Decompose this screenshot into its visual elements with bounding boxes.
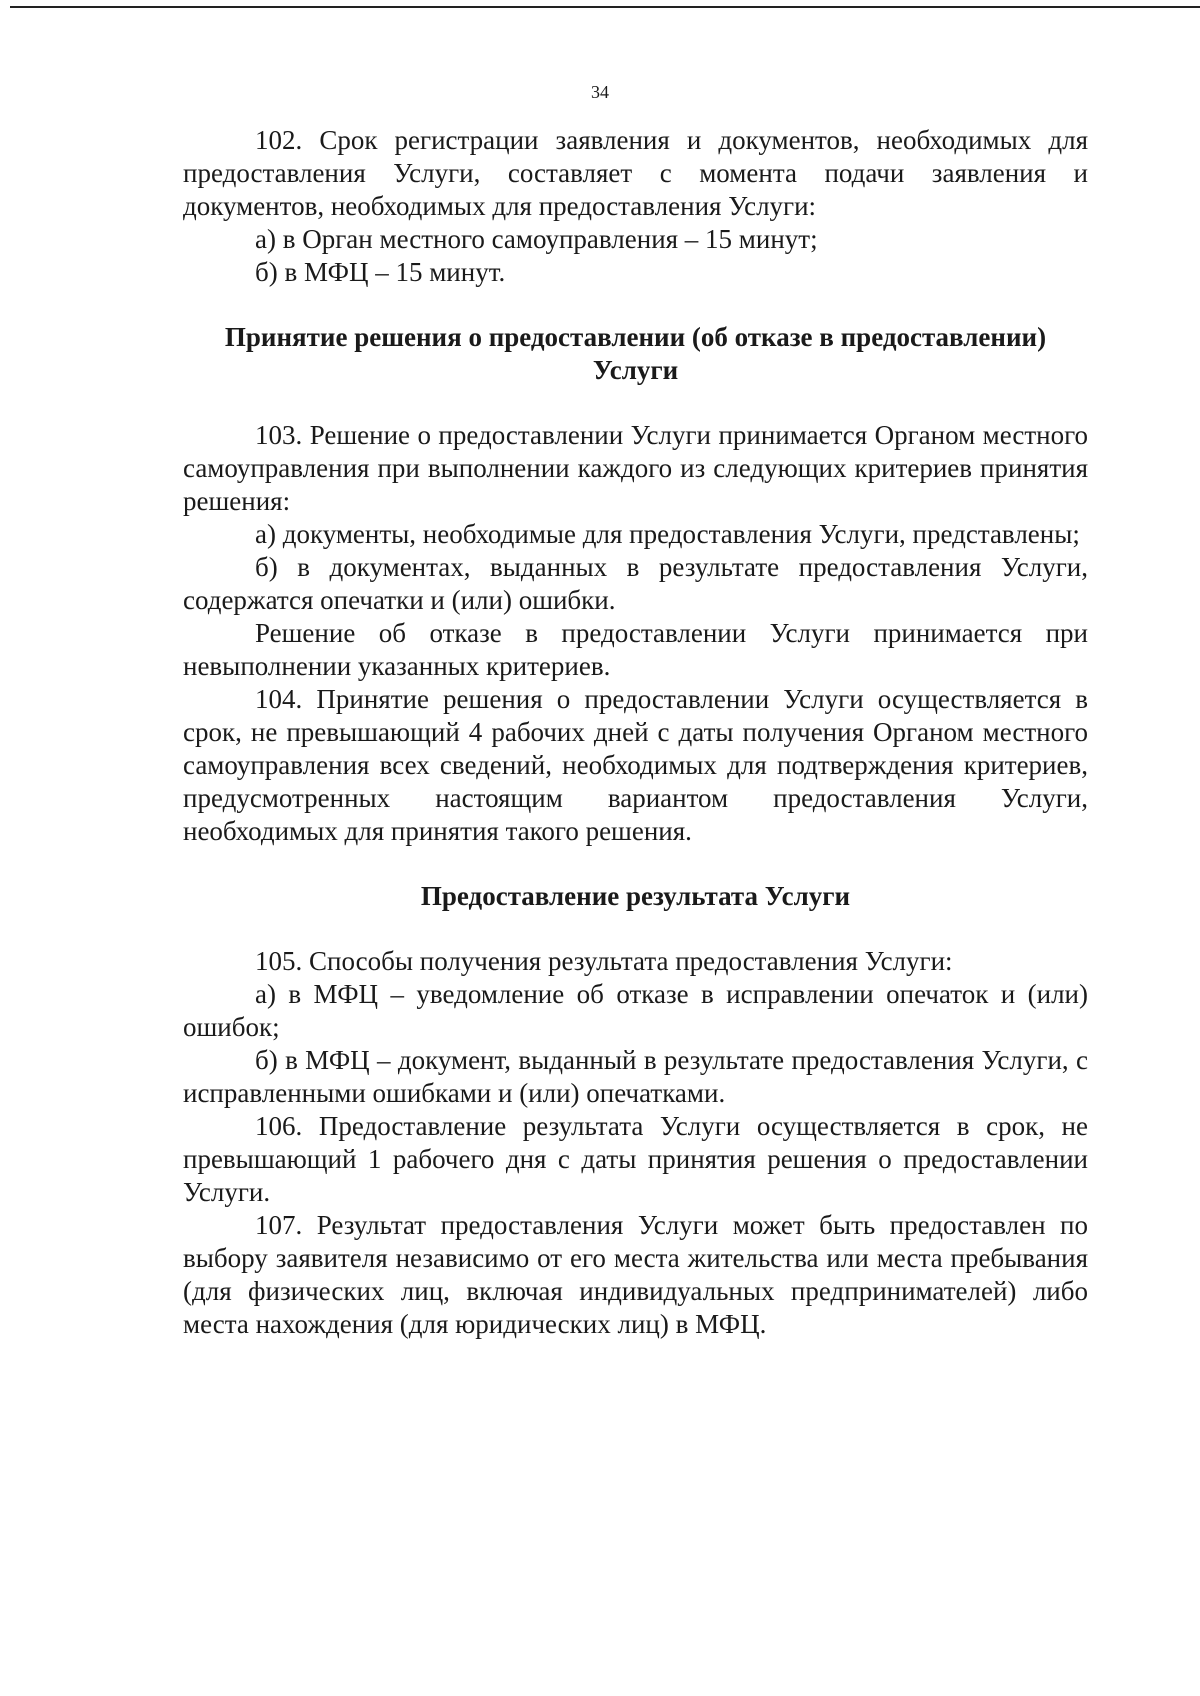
paragraph-106: 106. Предоставление результата Услуги осуществляется в срок, не превышающий 1 рабочего дня с даты принятия решения о предоставлении Услуги.	[183, 1111, 1088, 1207]
paragraph-105-a: а) в МФЦ – уведомление об отказе в исправлении опечаток и (или) ошибок;	[183, 979, 1088, 1042]
paragraph-107: 107. Результат предоставления Услуги может быть предоставлен по выбору заявителя независимо от его места жительства или места пребывания (для физических лиц, включая индивидуальных предпринимателей) либо места нахождения (для юридических лиц) в МФЦ.	[183, 1210, 1088, 1339]
paragraph-103-refusal: Решение об отказе в предоставлении Услуги принимается при невыполнении указанных критериев.	[183, 618, 1088, 681]
paragraph-103: 103. Решение о предоставлении Услуги принимается Органом местного самоуправления при выполнении каждого из следующих критериев принятия решения:	[183, 420, 1088, 516]
paragraph-105: 105. Способы получения результата предоставления Услуги:	[255, 946, 953, 976]
top-border-line	[10, 6, 1200, 8]
paragraph-103-a: а) документы, необходимые для предоставления Услуги, представлены;	[255, 519, 1080, 549]
paragraph-102: 102. Срок регистрации заявления и документов, необходимых для предоставления Услуги, составляет с момента подачи заявления и документов, необходимых для предоставления Услуги:	[183, 125, 1088, 221]
document-body	[183, 124, 1088, 1341]
page-number: 34	[591, 82, 609, 102]
paragraph-103-b: б) в документах, выданных в результате предоставления Услуги, содержатся опечатки и (или) ошибки.	[183, 552, 1088, 615]
paragraph-104: 104. Принятие решения о предоставлении Услуги осуществляется в срок, не превышающий 4 рабочих дней с даты получения Органом местного самоуправления всех сведений, необходимых для подтверждения критериев, предусмотренных настоящим вариантом предоставления Услуги, необходимых для принятия такого решения.	[183, 684, 1088, 846]
paragraph-105-b: б) в МФЦ – документ, выданный в результате предоставления Услуги, с исправленными ошибками и (или) опечатками.	[183, 1045, 1088, 1108]
section-heading-result: Предоставление результата Услуги	[420, 881, 851, 911]
section-heading-decision: Принятие решения о предоставлении (об отказе в предоставлении) Услуги	[224, 322, 1047, 385]
paragraph-102-a: а) в Орган местного самоуправления – 15 минут;	[255, 224, 818, 254]
paragraph-102-b: б) в МФЦ – 15 минут.	[255, 257, 506, 287]
